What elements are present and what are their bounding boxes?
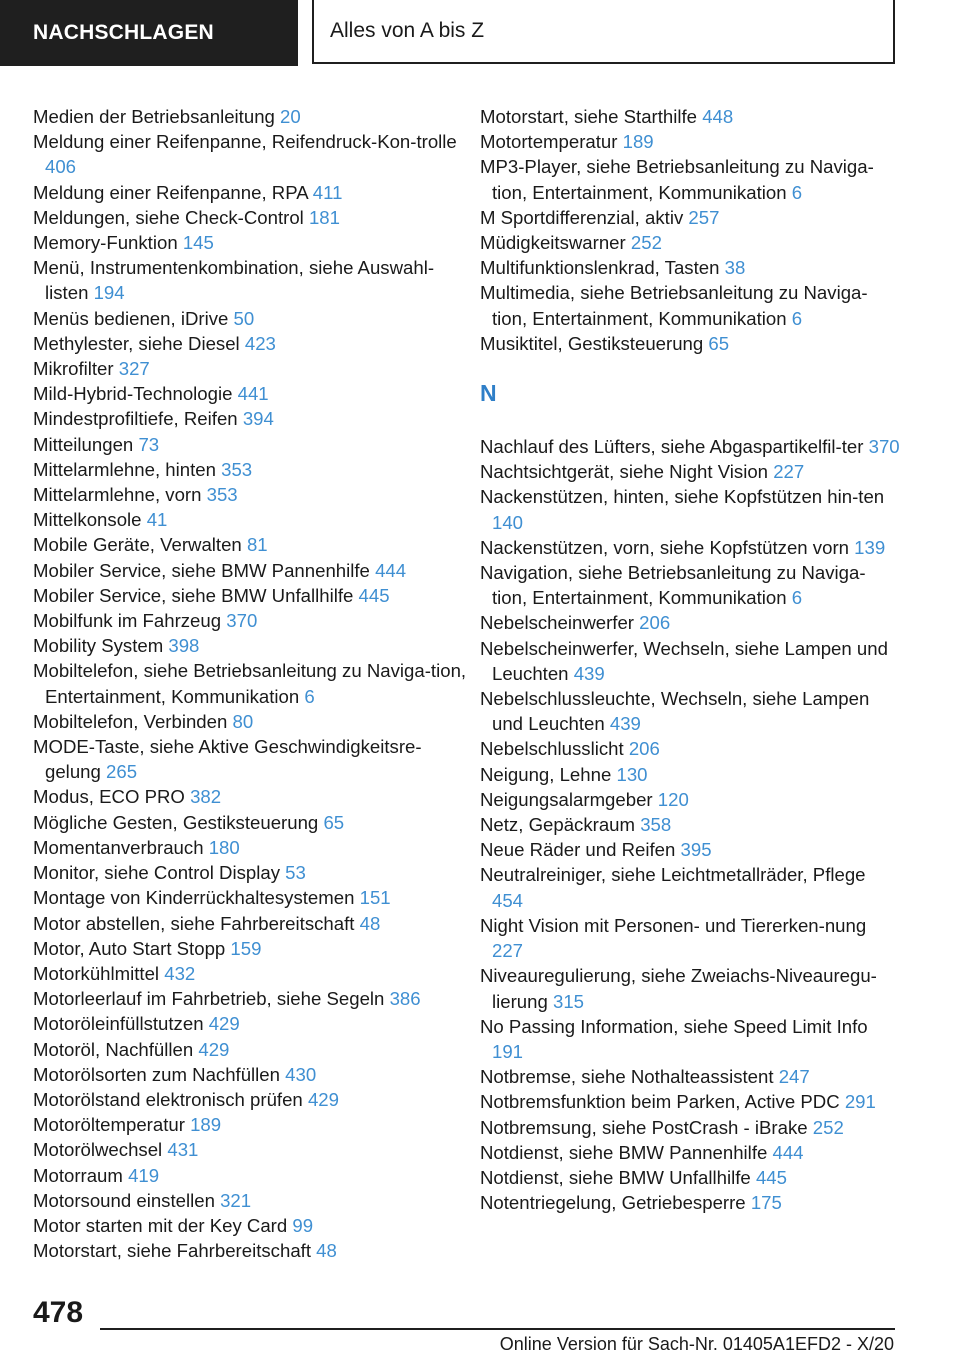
index-entry xyxy=(480,1140,900,1165)
index-entry xyxy=(33,961,473,986)
page-link[interactable]: 6 xyxy=(791,307,803,329)
index-entry xyxy=(33,1137,473,1162)
page-link[interactable]: 65 xyxy=(323,811,345,833)
entry-term: Medien der Betriebsanleitung xyxy=(33,106,275,127)
page-link[interactable]: 139 xyxy=(854,536,886,558)
page-link[interactable]: 411 xyxy=(312,181,343,203)
index-entry xyxy=(480,230,900,255)
index-entry xyxy=(33,129,473,179)
page-link[interactable]: 227 xyxy=(492,940,524,962)
index-entry xyxy=(33,784,473,809)
page-link[interactable]: 189 xyxy=(190,1114,222,1136)
entry-term: Momentanverbrauch xyxy=(33,836,204,858)
index-entry xyxy=(33,633,473,658)
index-entry xyxy=(480,812,900,837)
entry-term: MP3-Player, siehe Betriebsanleitung zu Naviga-tion, Entertainment, Kommunikation xyxy=(480,156,874,203)
page-link[interactable]: 252 xyxy=(630,232,662,254)
entry-term: Nachlauf des Lüfters, siehe Abgaspartikelfil-ter xyxy=(480,436,864,458)
entry-term: Neue Räder und Reifen xyxy=(480,839,676,861)
page-link[interactable]: 439 xyxy=(573,662,605,684)
page-link[interactable]: 159 xyxy=(230,937,262,959)
chapter-tab[interactable]: Alles von A bis Z xyxy=(312,0,895,64)
index-entry xyxy=(33,709,473,734)
index-entry xyxy=(33,911,473,936)
index-entry xyxy=(33,734,473,784)
entry-term: Nackenstützen, vorn, siehe Kopfstützen vorn xyxy=(480,536,849,558)
page-link[interactable]: 370 xyxy=(868,436,900,458)
entry-term: Notdienst, siehe BMW Unfallhilfe xyxy=(480,1166,751,1188)
page-link[interactable]: 73 xyxy=(138,433,160,455)
page-link[interactable]: 175 xyxy=(750,1192,782,1214)
index-entry xyxy=(33,507,473,532)
entry-term: Motorstart, siehe Starthilfe xyxy=(480,106,698,127)
entry-term: Müdigkeitswarner xyxy=(480,232,626,254)
index-entry xyxy=(33,936,473,961)
page-link[interactable]: 429 xyxy=(208,1013,240,1035)
index-entry xyxy=(480,736,900,761)
entry-term: Niveauregulierung, siehe Zweiachs-Niveauregu-lierung xyxy=(480,965,877,1012)
index-entry xyxy=(480,1190,900,1215)
index-entry xyxy=(33,986,473,1011)
entry-term: Musiktitel, Gestiksteuerung xyxy=(480,332,704,354)
index-entry xyxy=(33,356,473,381)
page-link[interactable]: 370 xyxy=(226,610,258,632)
entry-term: Meldungen, siehe Check-Control xyxy=(33,206,304,228)
index-entry xyxy=(33,255,473,305)
entry-term: Notentriegelung, Getriebesperre xyxy=(480,1192,746,1214)
index-entry xyxy=(33,532,473,557)
page-number: 478 xyxy=(33,1296,84,1329)
online-version-note: Online Version für Sach-Nr. 01405A1EFD2 - X/20 xyxy=(499,1334,894,1354)
page-link[interactable]: 48 xyxy=(359,912,381,934)
index-entry xyxy=(480,963,900,1013)
entry-term: Mild-Hybrid-Technologie xyxy=(33,383,233,405)
page-link[interactable]: 327 xyxy=(118,358,150,380)
entry-term: Mobiler Service, siehe BMW Pannenhilfe xyxy=(33,559,370,581)
index-entry xyxy=(480,535,900,560)
entry-term: Methylester, siehe Diesel xyxy=(33,332,240,354)
entry-term: Mobiler Service, siehe BMW Unfallhilfe xyxy=(33,584,354,606)
index-entry xyxy=(33,205,473,230)
entry-term: Motorstart, siehe Fahrbereitschaft xyxy=(33,1240,311,1262)
page-link[interactable]: 439 xyxy=(609,713,641,735)
index-entry xyxy=(480,484,900,534)
page-link[interactable]: 423 xyxy=(244,332,276,354)
page-link[interactable]: 206 xyxy=(628,738,660,760)
page-link[interactable]: 429 xyxy=(307,1088,339,1110)
entry-term: Motoröltemperatur xyxy=(33,1114,185,1136)
index-column-right xyxy=(480,104,900,1215)
index-entry xyxy=(480,610,900,635)
entry-term: Notbremsfunktion beim Parken, Active PDC xyxy=(480,1091,840,1113)
footer-divider xyxy=(100,1328,895,1330)
entry-term: Multimedia, siehe Betriebsanleitung zu Naviga-tion, Entertainment, Kommunikation xyxy=(480,282,868,329)
index-entry xyxy=(480,129,900,154)
index-entry xyxy=(480,104,900,129)
entry-term: Night Vision mit Personen- und Tiererken-nung xyxy=(480,914,867,936)
index-entry xyxy=(480,1115,900,1140)
entry-term: Mittelkonsole xyxy=(33,509,142,531)
entry-term: Mobiltelefon, Verbinden xyxy=(33,710,228,732)
entry-term: Motorölsorten zum Nachfüllen xyxy=(33,1063,280,1085)
entry-term: Notdienst, siehe BMW Pannenhilfe xyxy=(480,1141,768,1163)
page-link[interactable]: 38 xyxy=(724,257,746,279)
entry-term: No Passing Information, siehe Speed Limit Info xyxy=(480,1015,868,1037)
entry-term: Motor abstellen, siehe Fahrbereitschaft xyxy=(33,912,355,934)
index-entry xyxy=(33,1238,473,1263)
index-entry xyxy=(480,636,900,686)
section-letter: N xyxy=(480,380,497,407)
entry-term: Modus, ECO PRO xyxy=(33,786,185,808)
index-entry xyxy=(33,180,473,205)
page-link[interactable]: 194 xyxy=(93,282,125,304)
page-link[interactable]: 382 xyxy=(190,786,222,808)
entry-term: MODE-Taste, siehe Aktive Geschwindigkeitsre-gelung xyxy=(33,736,422,783)
entry-term: Menü, Instrumentenkombination, siehe Auswahl-listen xyxy=(33,257,435,304)
entry-term: Motor, Auto Start Stopp xyxy=(33,937,226,959)
entry-term: Motorraum xyxy=(33,1164,123,1186)
page-link[interactable]: 65 xyxy=(708,332,730,354)
entry-term: Monitor, siehe Control Display xyxy=(33,862,280,884)
entry-term: Mobilfunk im Fahrzeug xyxy=(33,610,222,632)
page-link[interactable]: 358 xyxy=(640,814,672,836)
page-link[interactable]: 227 xyxy=(773,461,805,483)
page-header xyxy=(0,0,960,66)
page-link[interactable]: 206 xyxy=(639,612,671,634)
entry-term: Nebelschlusslicht xyxy=(480,738,624,760)
page-link[interactable]: 140 xyxy=(492,511,524,533)
index-entry xyxy=(33,1037,473,1062)
page-link[interactable]: 430 xyxy=(285,1063,317,1085)
page-link[interactable]: 353 xyxy=(221,458,253,480)
entry-term: Nachtsichtgerät, siehe Night Vision xyxy=(480,461,769,483)
page-link[interactable]: 445 xyxy=(358,584,390,606)
entry-term: Nebelscheinwerfer xyxy=(480,612,634,634)
index-entry xyxy=(480,331,900,356)
entry-term: Meldung einer Reifenpanne, Reifendruck-Kon-trolle xyxy=(33,131,457,153)
index-group-n xyxy=(480,434,900,1215)
index-entry xyxy=(33,1163,473,1188)
page-link[interactable]: 321 xyxy=(220,1189,252,1211)
index-entry xyxy=(480,787,900,812)
page-link[interactable]: 257 xyxy=(688,206,720,228)
index-column-left xyxy=(33,104,473,1263)
page-link[interactable]: 145 xyxy=(182,232,214,254)
page-link[interactable]: 406 xyxy=(45,156,77,178)
page-link[interactable]: 50 xyxy=(233,307,255,329)
entry-term: Motortemperatur xyxy=(480,131,618,153)
page-link[interactable]: 429 xyxy=(198,1038,230,1060)
page-link[interactable]: 6 xyxy=(791,587,803,609)
index-entry xyxy=(33,331,473,356)
page-link[interactable]: 191 xyxy=(492,1040,524,1062)
page-link[interactable]: 441 xyxy=(237,383,269,405)
index-entry xyxy=(480,686,900,736)
page-link[interactable]: 130 xyxy=(616,763,648,785)
page-link[interactable]: 448 xyxy=(702,106,734,127)
page-link[interactable]: 99 xyxy=(292,1214,314,1236)
entry-term: Motorkühlmittel xyxy=(33,962,160,984)
page-link[interactable]: 398 xyxy=(168,635,200,657)
entry-term: Mikrofilter xyxy=(33,358,114,380)
entry-term: Neutralreiniger, siehe Leichtmetallräder, Pflege xyxy=(480,864,866,886)
index-entry xyxy=(33,558,473,583)
entry-term: Memory-Funktion xyxy=(33,232,178,254)
index-entry xyxy=(33,406,473,431)
entry-term: Mitteilungen xyxy=(33,433,134,455)
entry-term: Nebelscheinwerfer, Wechseln, siehe Lampen und Leuchten xyxy=(480,637,888,684)
index-entry xyxy=(33,583,473,608)
entry-term: Meldung einer Reifenpanne, RPA xyxy=(33,181,308,203)
page-link[interactable]: 80 xyxy=(232,710,254,732)
index-entry xyxy=(480,434,900,459)
entry-term: Motorsound einstellen xyxy=(33,1189,215,1211)
index-entry xyxy=(480,459,900,484)
index-entry xyxy=(480,1064,900,1089)
index-entry xyxy=(33,860,473,885)
entry-term: Navigation, siehe Betriebsanleitung zu Naviga-tion, Entertainment, Kommunikation xyxy=(480,562,866,609)
index-entry xyxy=(33,1062,473,1087)
page-link[interactable]: 454 xyxy=(492,889,524,911)
entry-term: Mobility System xyxy=(33,635,164,657)
page-link[interactable]: 432 xyxy=(164,962,196,984)
index-entry xyxy=(33,482,473,507)
index-entry xyxy=(33,608,473,633)
entry-term: Netz, Gepäckraum xyxy=(480,814,636,836)
index-entry xyxy=(480,205,900,230)
entry-term: Motor starten mit der Key Card xyxy=(33,1214,288,1236)
entry-term: Motoröleinfüllstutzen xyxy=(33,1013,204,1035)
page-link[interactable]: 41 xyxy=(146,509,168,531)
entry-term: Mindestprofiltiefe, Reifen xyxy=(33,408,238,430)
entry-term: Motorölwechsel xyxy=(33,1139,163,1161)
page-link[interactable]: 120 xyxy=(657,788,689,810)
page-link[interactable]: 53 xyxy=(285,862,306,884)
entry-term: Motorleerlauf im Fahrbetrieb, siehe Segeln xyxy=(33,988,385,1010)
page-link[interactable]: 20 xyxy=(280,106,301,127)
entry-term: Mobiltelefon, siehe Betriebsanleitung zu Naviga-tion, Entertainment, Kommunikation xyxy=(33,660,467,707)
entry-term: Neigung, Lehne xyxy=(480,763,612,785)
index-entry xyxy=(480,1014,900,1064)
entry-term: M Sportdifferenzial, aktiv xyxy=(480,206,684,228)
section-tab[interactable]: NACHSCHLAGEN xyxy=(0,0,298,66)
index-entry xyxy=(33,457,473,482)
index-entry xyxy=(33,432,473,457)
page-link[interactable]: 395 xyxy=(680,839,712,861)
entry-term: Montage von Kinderrückhaltesystemen xyxy=(33,887,355,909)
index-entry xyxy=(480,862,900,912)
index-entry xyxy=(480,1165,900,1190)
index-entry xyxy=(33,835,473,860)
page-link[interactable]: 6 xyxy=(791,181,803,203)
page-link[interactable]: 444 xyxy=(772,1141,804,1163)
entry-term: Mobile Geräte, Verwalten xyxy=(33,534,242,556)
index-entry xyxy=(33,885,473,910)
entry-term: Multifunktionslenkrad, Tasten xyxy=(480,257,720,279)
index-entry xyxy=(33,1112,473,1137)
page-link[interactable]: 247 xyxy=(778,1066,810,1088)
index-entry xyxy=(480,255,900,280)
page-link[interactable]: 265 xyxy=(106,761,138,783)
page-link[interactable]: 180 xyxy=(208,836,240,858)
index-entry xyxy=(480,280,900,330)
page-link[interactable]: 431 xyxy=(167,1139,199,1161)
page-link[interactable]: 419 xyxy=(128,1164,160,1186)
index-entry xyxy=(33,306,473,331)
page-link[interactable]: 151 xyxy=(359,887,391,909)
index-entry xyxy=(480,913,900,963)
index-entry xyxy=(33,1188,473,1213)
page-link[interactable]: 445 xyxy=(755,1166,787,1188)
page-link[interactable]: 181 xyxy=(308,206,340,228)
entry-term: Notbremse, siehe Nothalteassistent xyxy=(480,1066,774,1088)
index-entry xyxy=(33,810,473,835)
page-link[interactable]: 394 xyxy=(242,408,274,430)
index-entry xyxy=(480,154,900,204)
entry-term: Menüs bedienen, iDrive xyxy=(33,307,229,329)
page-link[interactable]: 252 xyxy=(812,1116,844,1138)
page-link[interactable]: 189 xyxy=(622,131,654,153)
entry-term: Mittelarmlehne, vorn xyxy=(33,484,202,506)
entry-term: Motoröl, Nachfüllen xyxy=(33,1038,194,1060)
page-link[interactable]: 6 xyxy=(304,685,315,707)
page-link[interactable]: 315 xyxy=(553,990,585,1012)
index-group-m xyxy=(480,104,900,356)
entry-term: Mögliche Gesten, Gestiksteuerung xyxy=(33,811,319,833)
index-entry xyxy=(480,1089,900,1114)
index-entry xyxy=(33,658,473,708)
index-entry xyxy=(33,1213,473,1238)
index-entry xyxy=(480,560,900,610)
page-link[interactable]: 81 xyxy=(246,534,268,556)
entry-term: Nackenstützen, hinten, siehe Kopfstützen hin-ten xyxy=(480,486,885,508)
page-link[interactable]: 291 xyxy=(844,1091,876,1113)
entry-term: Mittelarmlehne, hinten xyxy=(33,458,216,480)
entry-term: Nebelschlussleuchte, Wechseln, siehe Lampen und Leuchten xyxy=(480,688,870,735)
entry-term: Motorölstand elektronisch prüfen xyxy=(33,1088,303,1110)
index-entry xyxy=(33,381,473,406)
page-link[interactable]: 444 xyxy=(375,559,407,581)
entry-term: Notbremsung, siehe PostCrash - iBrake xyxy=(480,1116,808,1138)
entry-term: Neigungsalarmgeber xyxy=(480,788,653,810)
page-link[interactable]: 48 xyxy=(316,1240,337,1262)
index-entry xyxy=(33,230,473,255)
index-entry xyxy=(33,1011,473,1036)
index-entry xyxy=(480,762,900,787)
index-entry xyxy=(33,104,473,129)
page-link[interactable]: 353 xyxy=(206,484,238,506)
index-entry xyxy=(33,1087,473,1112)
page-link[interactable]: 386 xyxy=(389,988,421,1010)
index-entry xyxy=(480,837,900,862)
